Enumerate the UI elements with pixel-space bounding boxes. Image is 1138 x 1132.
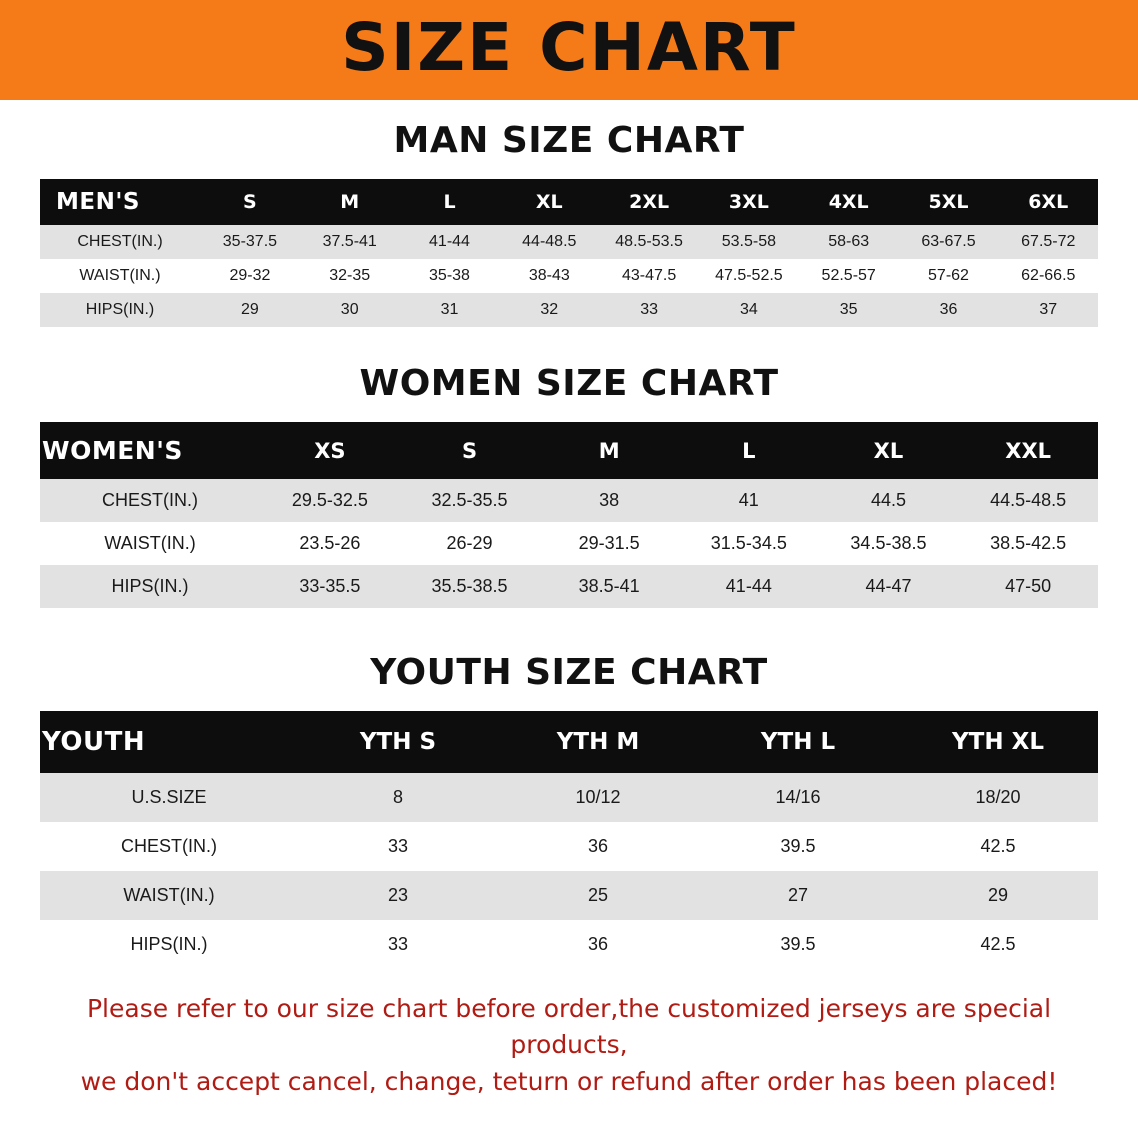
man-row-2-label: HIPS(IN.) <box>40 293 200 327</box>
man-r2c0: 29 <box>200 293 300 327</box>
women-table-body <box>40 479 1098 608</box>
women-col-5: XXL <box>958 422 1098 479</box>
man-row-0-label: CHEST(IN.) <box>40 225 200 259</box>
youth-r1c2: 39.5 <box>698 822 898 871</box>
women-header-row <box>40 422 1098 479</box>
women-r0c4: 44.5 <box>819 479 959 522</box>
policy-note <box>30 991 1108 1100</box>
youth-col-3: YTH XL <box>898 711 1098 773</box>
man-r0c2: 41-44 <box>400 225 500 259</box>
youth-r3c2: 39.5 <box>698 920 898 969</box>
man-r1c2: 35-38 <box>400 259 500 293</box>
man-col-8: 6XL <box>998 179 1098 225</box>
women-r0c2: 38 <box>539 479 679 522</box>
women-r0c1: 32.5-35.5 <box>400 479 540 522</box>
man-r2c4: 33 <box>599 293 699 327</box>
women-r0c3: 41 <box>679 479 819 522</box>
youth-r3c1: 36 <box>498 920 698 969</box>
man-r1c3: 38-43 <box>499 259 599 293</box>
man-col-6: 4XL <box>799 179 899 225</box>
women-row-2-label: HIPS(IN.) <box>40 565 260 608</box>
youth-r1c1: 36 <box>498 822 698 871</box>
women-r1c4: 34.5-38.5 <box>819 522 959 565</box>
man-r1c6: 52.5-57 <box>799 259 899 293</box>
women-row-1-label: WAIST(IN.) <box>40 522 260 565</box>
women-r0c0: 29.5-32.5 <box>260 479 400 522</box>
man-r1c5: 47.5-52.5 <box>699 259 799 293</box>
man-corner-label: MEN'S <box>40 179 200 225</box>
youth-row-1-label: CHEST(IN.) <box>40 822 298 871</box>
youth-r2c2: 27 <box>698 871 898 920</box>
policy-note-line-2: we don't accept cancel, change, teturn or refund after order has been placed! <box>80 1066 1058 1096</box>
youth-section-heading: YOUTH SIZE CHART <box>370 652 768 693</box>
women-table-head <box>40 422 1098 479</box>
man-r2c1: 30 <box>300 293 400 327</box>
women-row-0-label: CHEST(IN.) <box>40 479 260 522</box>
youth-col-0: YTH S <box>298 711 498 773</box>
youth-r2c0: 23 <box>298 871 498 920</box>
man-r0c5: 53.5-58 <box>699 225 799 259</box>
man-r1c4: 43-47.5 <box>599 259 699 293</box>
youth-table-head <box>40 711 1098 773</box>
table-row <box>40 773 1098 822</box>
man-col-3: XL <box>499 179 599 225</box>
man-col-1: M <box>300 179 400 225</box>
man-r2c2: 31 <box>400 293 500 327</box>
man-r1c8: 62-66.5 <box>998 259 1098 293</box>
women-r2c0: 33-35.5 <box>260 565 400 608</box>
man-r1c7: 57-62 <box>899 259 999 293</box>
man-col-5: 3XL <box>699 179 799 225</box>
women-r1c2: 29-31.5 <box>539 522 679 565</box>
youth-r3c3: 42.5 <box>898 920 1098 969</box>
man-r0c8: 67.5-72 <box>998 225 1098 259</box>
women-r2c4: 44-47 <box>819 565 959 608</box>
women-col-0: XS <box>260 422 400 479</box>
man-r0c1: 37.5-41 <box>300 225 400 259</box>
women-r1c5: 38.5-42.5 <box>958 522 1098 565</box>
man-table-body <box>40 225 1098 327</box>
man-r0c7: 63-67.5 <box>899 225 999 259</box>
youth-table-body <box>40 773 1098 969</box>
table-row <box>40 293 1098 327</box>
women-table-wrap <box>40 422 1098 608</box>
women-r1c3: 31.5-34.5 <box>679 522 819 565</box>
women-corner-label: WOMEN'S <box>40 422 260 479</box>
man-r2c6: 35 <box>799 293 899 327</box>
table-row <box>40 259 1098 293</box>
man-col-0: S <box>200 179 300 225</box>
women-r2c2: 38.5-41 <box>539 565 679 608</box>
women-r1c1: 26-29 <box>400 522 540 565</box>
man-r1c0: 29-32 <box>200 259 300 293</box>
youth-r0c3: 18/20 <box>898 773 1098 822</box>
table-row <box>40 565 1098 608</box>
women-r0c5: 44.5-48.5 <box>958 479 1098 522</box>
youth-r0c2: 14/16 <box>698 773 898 822</box>
women-col-4: XL <box>819 422 959 479</box>
women-col-3: L <box>679 422 819 479</box>
man-r0c3: 44-48.5 <box>499 225 599 259</box>
women-r2c1: 35.5-38.5 <box>400 565 540 608</box>
man-r1c1: 32-35 <box>300 259 400 293</box>
man-col-7: 5XL <box>899 179 999 225</box>
man-table-head <box>40 179 1098 225</box>
youth-row-3-label: HIPS(IN.) <box>40 920 298 969</box>
youth-header-row <box>40 711 1098 773</box>
youth-r2c3: 29 <box>898 871 1098 920</box>
youth-r2c1: 25 <box>498 871 698 920</box>
youth-r0c1: 10/12 <box>498 773 698 822</box>
youth-col-1: YTH M <box>498 711 698 773</box>
table-row <box>40 522 1098 565</box>
women-section-heading: WOMEN SIZE CHART <box>359 363 779 404</box>
man-r0c0: 35-37.5 <box>200 225 300 259</box>
man-col-4: 2XL <box>599 179 699 225</box>
man-size-table <box>40 179 1098 327</box>
women-r2c3: 41-44 <box>679 565 819 608</box>
man-r2c8: 37 <box>998 293 1098 327</box>
youth-table-wrap <box>40 711 1098 969</box>
youth-r0c0: 8 <box>298 773 498 822</box>
man-r0c4: 48.5-53.5 <box>599 225 699 259</box>
man-col-2: L <box>400 179 500 225</box>
youth-size-table <box>40 711 1098 969</box>
youth-col-2: YTH L <box>698 711 898 773</box>
man-row-1-label: WAIST(IN.) <box>40 259 200 293</box>
youth-r3c0: 33 <box>298 920 498 969</box>
youth-corner-label: YOUTH <box>40 711 298 773</box>
banner <box>0 0 1138 100</box>
table-row <box>40 479 1098 522</box>
table-row <box>40 920 1098 969</box>
man-r2c7: 36 <box>899 293 999 327</box>
women-size-table <box>40 422 1098 608</box>
policy-note-line-1: Please refer to our size chart before order,the customized jerseys are special products, <box>86 994 1052 1060</box>
banner-title: SIZE CHART <box>341 9 797 86</box>
man-r2c3: 32 <box>499 293 599 327</box>
man-section-heading: MAN SIZE CHART <box>393 120 745 161</box>
women-col-2: M <box>539 422 679 479</box>
youth-r1c3: 42.5 <box>898 822 1098 871</box>
youth-row-2-label: WAIST(IN.) <box>40 871 298 920</box>
man-header-row <box>40 179 1098 225</box>
table-row <box>40 225 1098 259</box>
women-r2c5: 47-50 <box>958 565 1098 608</box>
man-r2c5: 34 <box>699 293 799 327</box>
women-col-1: S <box>400 422 540 479</box>
youth-r1c0: 33 <box>298 822 498 871</box>
table-row <box>40 871 1098 920</box>
youth-row-0-label: U.S.SIZE <box>40 773 298 822</box>
table-row <box>40 822 1098 871</box>
women-r1c0: 23.5-26 <box>260 522 400 565</box>
man-table-wrap <box>40 179 1098 327</box>
man-r0c6: 58-63 <box>799 225 899 259</box>
